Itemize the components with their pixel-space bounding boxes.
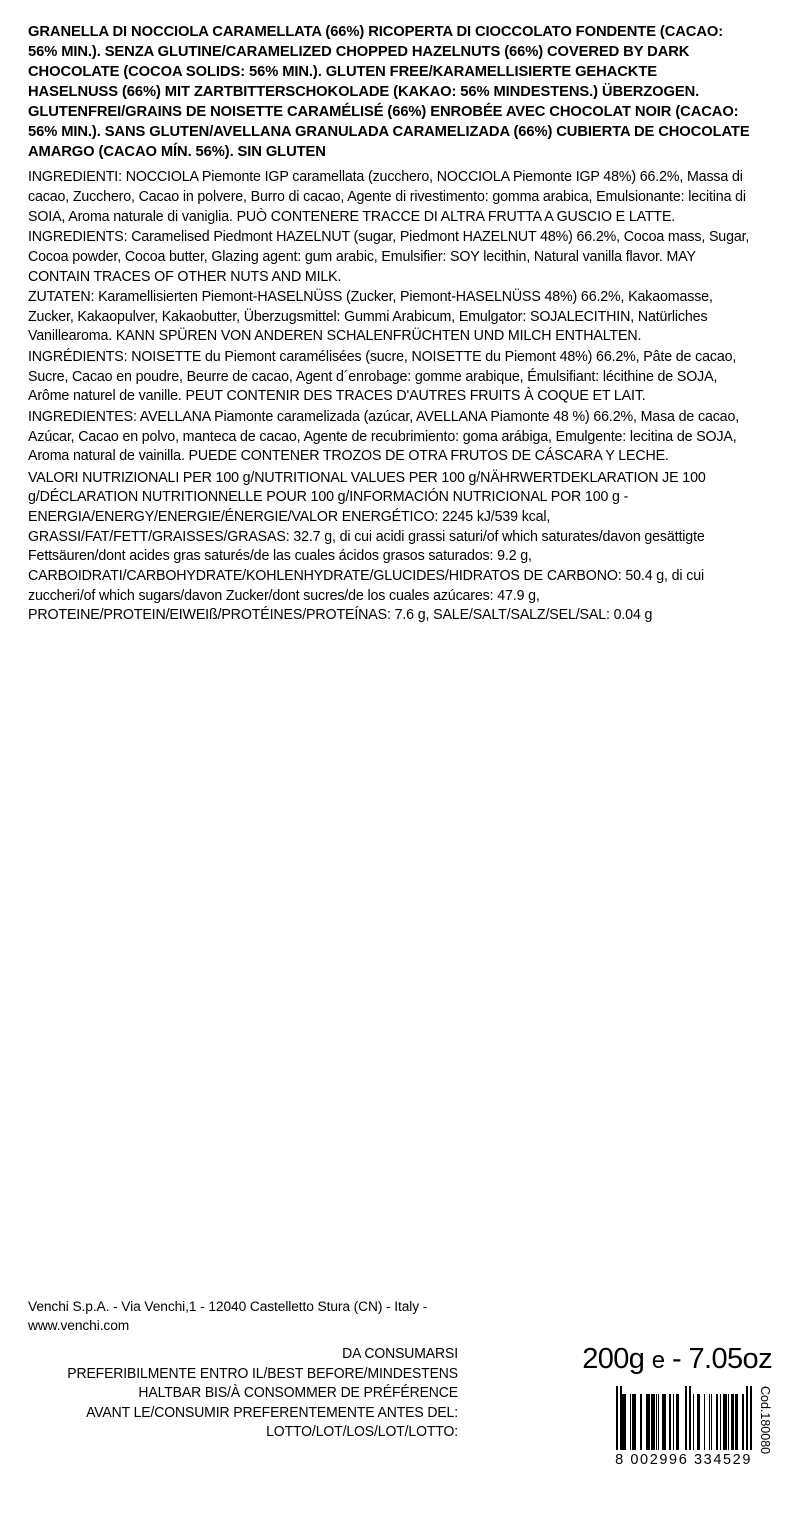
footer — [28, 1298, 772, 1336]
ingredients-it: INGREDIENTI: NOCCIOLA Piemonte IGP caramellata (zucchero, NOCCIOLA Piemonte IGP 48%) 66.2%, Massa di cacao, Zucchero, Cacao in polvere, Burro di cacao, Agente di rivestimento: gomma arabica, Emulsionante: lecitina di SOIA, Aroma naturale di vaniglia. PUÒ CONTENERE TRACCE DI ALTRA FRUTTA A GUSCIO E LATTE. — [28, 169, 746, 225]
best-before-line-2: PREFERIBILMENTE ENTRO IL/BEST BEFORE/MINDESTENS — [67, 1365, 458, 1382]
best-before-line-3: HALTBAR BIS/À CONSOMMER DE PRÉFÉRENCE — [138, 1385, 458, 1402]
net-weight-oz: - 7.05oz — [672, 1343, 772, 1375]
best-before-block — [41, 1345, 458, 1443]
lot-line: LOTTO/LOT/LOS/LOT/LOTTO: — [266, 1424, 458, 1441]
weight-barcode-column — [482, 1345, 772, 1468]
net-weight — [582, 1345, 772, 1374]
ingredients-es: INGREDIENTES: AVELLANA Piamonte caramelizada (azúcar, AVELLANA Piamonte 48 %) 66.2%, Masa de cacao, Azúcar, Cacao en polvo, manteca de cacao, Agente de recubrimiento: goma arábiga, Emulgente: lecitina de SOJA, Aroma natural de vainilla. PUEDE CONTENER TROZOS DE OTRA FRUTOS DE CÁSCARA Y LECHE. — [28, 408, 740, 465]
ingredients-fr: INGRÉDIENTS: NOISETTE du Piemont caramélisées (sucre, NOISETTE du Piemont 48%) 66.2%, Pâte de cacao, Sucre, Cacao en poudre, Beurre de cacao, Agent d´enrobage: gomme arabique, Émulsifiant: lécithine de SOJA, Arôme naturel de vanille. PEUT CONTENIR DES TRACES D'AUTRES FRUITS À COQUE ET LAIT. — [28, 349, 737, 405]
company-address: Venchi S.p.A. - Via Venchi,1 - 12040 Castelletto Stura (CN) - Italy - www.venchi.com — [28, 1299, 428, 1334]
nutrition-carbohydrate: CARBOIDRATI/CARBOHYDRATE/KOHLENHYDRATE/GLUCIDES/HIDRATOS DE CARBONO: 50.4 g, di cui zuccheri/of which sugars/davon Zucker/dont sucres/de los cuales azúcares: 47.9 g, — [28, 567, 705, 604]
nutrition-heading: VALORI NUTRIZIONALI PER 100 g/NUTRITIONAL VALUES PER 100 g/NÄHRWERTDEKLARATION JE 100 g/DÉCLARATION NUTRITIONNELLE POUR 100 g/INFORMACIÓN NUTRICIONAL POR 100 g - — [28, 469, 706, 506]
footer-bottom — [28, 1345, 772, 1468]
e-mark: e — [651, 1347, 665, 1374]
ingredients-de: ZUTATEN: Karamellisierten Piemont-HASELNÜSS (Zucker, Piemont-HASELNÜSS 48%) 66.2%, Kakaomasse, Zucker, Kakaopulver, Kakaobutter, Überzugsmittel: Gummi Arabicum, Emulgator: SOJALECITHIN, Natürliches Vanillearoma. KANN SPÜREN VON ANDEREN SCHALENFRÜCHTEN UND MILCH ENTHALTEN. — [28, 289, 713, 345]
ingredients-block — [28, 168, 772, 466]
nutrition-fat: GRASSI/FAT/FETT/GRAISSES/GRASAS: 32.7 g, di cui acidi grassi saturi/of which saturates/davon gesättigte Fettsäuren/dont acides gras saturés/de las cuales ácidos grasos saturados: 9.2 g, — [28, 528, 705, 565]
barcode-wrap — [615, 1386, 772, 1468]
product-title: GRANELLA DI NOCCIOLA CARAMELLATA (66%) RICOPERTA DI CIOCCOLATO FONDENTE (CACAO: 56% MIN.). SENZA GLUTINE/CARAMELIZED CHOPPED HAZELNUTS (66%) COVERED BY DARK CHOCOLATE (COCOA SOLIDS: 56% MIN.). GLUTEN FREE/KARAMELLISIERTE GEHACKTE HASELNUSS (66%) MIT ZARTBITTERSCHOKOLADE (KAKAO: 56% MINDESTENS.) ÜBERZOGEN. GLUTENFREI/GRAINS DE NOISETTE CARAMÉLISÉ (66%) ENROBÉE AVEC CHOCOLAT NOIR (CACAO: 56% MIN.). SANS GLUTEN/AVELLANA GRANULADA CARAMELIZADA (66%) CUBIERTA DE CHOCOLATE AMARGO (CACAO MÍN. 56%). SIN GLUTEN — [28, 23, 750, 161]
product-code: Cod.180080 — [758, 1386, 772, 1455]
best-before-line-1: DA CONSUMARSI — [342, 1346, 458, 1362]
barcode — [616, 1386, 752, 1450]
best-before-line-4: AVANT LE/CONSUMIR PREFERENTEMENTE ANTES DEL: — [86, 1404, 458, 1421]
nutrition-protein-salt: PROTEINE/PROTEIN/EIWEIß/PROTÉINES/PROTEÍNAS: 7.6 g, SALE/SALT/SALZ/SEL/SAL: 0.04 g — [28, 607, 653, 624]
nutrition-block — [28, 469, 772, 626]
nutrition-energy: ENERGIA/ENERGY/ENERGIE/ÉNERGIE/VALOR ENERGÉTICO: 2245 kJ/539 kcal, — [28, 509, 551, 526]
barcode-digits: 8 002996 334529 — [615, 1452, 752, 1468]
net-weight-grams: 200g — [582, 1343, 645, 1375]
ingredients-en: INGREDIENTS: Caramelised Piedmont HAZELNUT (sugar, Piedmont HAZELNUT 48%) 66.2%, Cocoa mass, Sugar, Cocoa powder, Cocoa butter, Glazing agent: gum arabic, Emulsifier: SOY lecithin, Natural vanilla flavor. MAY CONTAIN TRACES OF OTHER NUTS AND MILK. — [28, 229, 750, 285]
barcode-area — [615, 1386, 752, 1468]
